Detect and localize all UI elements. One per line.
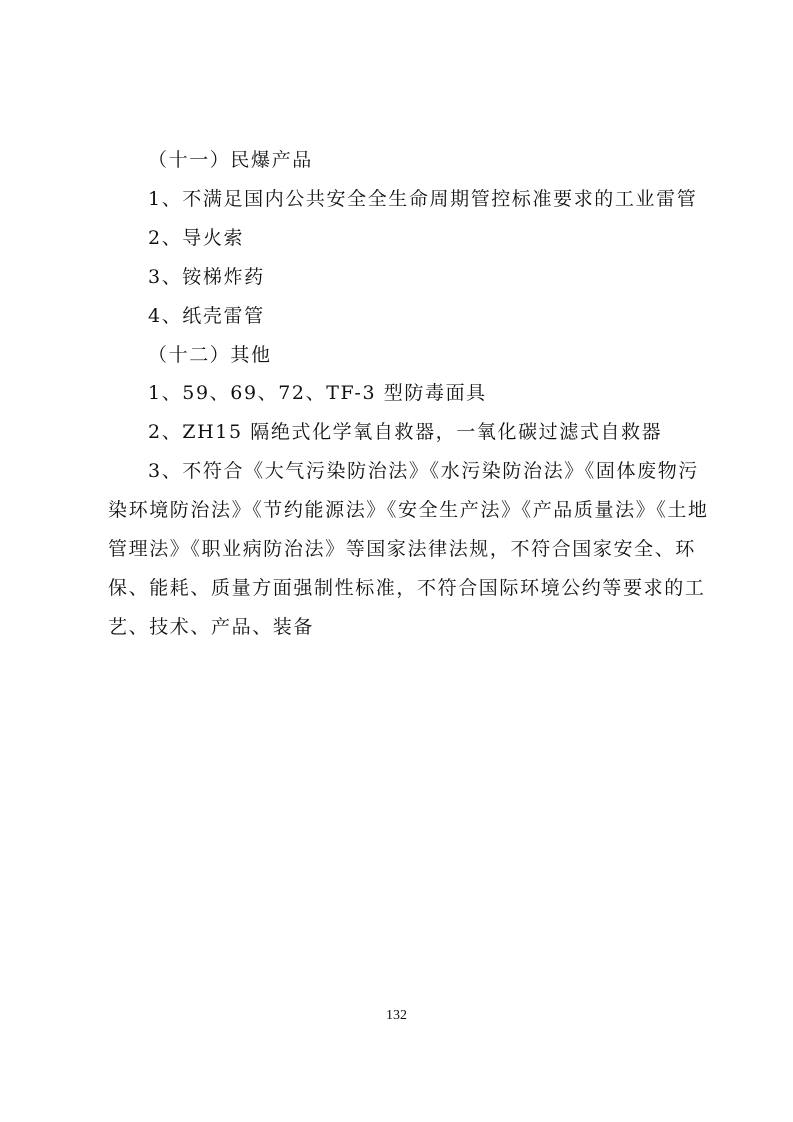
paragraph-line: 管理法》《职业病防治法》等国家法律法规，不符合国家安全、环 — [108, 538, 696, 560]
list-item: 2、导火索 — [148, 227, 245, 249]
paragraph-line: 3、不符合《大气污染防治法》《水污染防治法》《固体废物污 — [148, 460, 699, 482]
list-item: 4、纸壳雷管 — [148, 305, 265, 327]
paragraph-line: 染环境防治法》《节约能源法》《安全生产法》《产品质量法》《土地 — [108, 499, 709, 521]
section-heading-11: （十一）民爆产品 — [148, 149, 313, 171]
list-item: 3、铵梯炸药 — [148, 266, 265, 288]
paragraph-line: 艺、技术、产品、装备 — [108, 616, 315, 638]
section-heading-12: （十二）其他 — [148, 344, 272, 366]
paragraph-line: 保、能耗、质量方面强制性标准，不符合国际环境公约等要求的工 — [108, 577, 706, 599]
list-item: 2、ZH15 隔绝式化学氧自救器，一氧化碳过滤式自救器 — [148, 421, 663, 443]
list-item: 1、不满足国内公共安全全生命周期管控标准要求的工业雷管 — [148, 188, 698, 210]
list-item: 1、59、69、72、TF-3 型防毒面具 — [148, 382, 487, 404]
page-number: 132 — [386, 1008, 407, 1023]
